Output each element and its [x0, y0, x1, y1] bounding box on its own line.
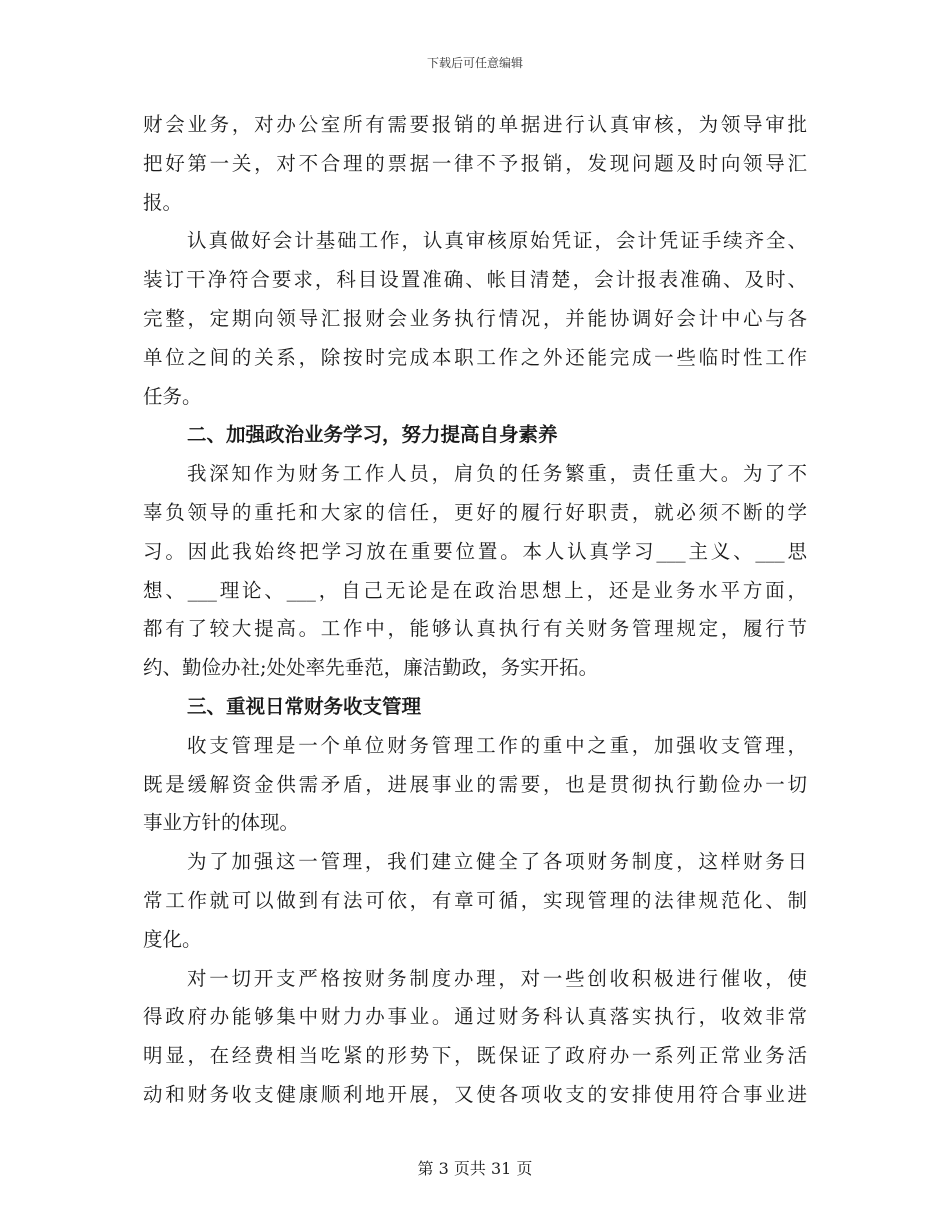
text-line: 任务。 [143, 384, 202, 408]
text-line: 我深知作为财务工作人员，肩负的任务繁重，责任重大。为了不 [187, 462, 807, 486]
text-line: 辜负领导的重托和大家的信任，更好的履行好职责，就必须不断的学 [143, 500, 807, 524]
text-line: 得政府办能够集中财力办事业。通过财务科认真落实执行，收效非常 [143, 1005, 807, 1029]
text-line: 单位之间的关系，除按时完成本职工作之外还能完成一些临时性工作 [143, 345, 807, 369]
document-body [143, 106, 807, 1115]
text-line: 明显，在经费相当吃紧的形势下，既保证了政府办一系列正常业务活 [143, 1044, 807, 1068]
text-line: 约、勤俭办社;处处率先垂范，廉洁勤政，务实开拓。 [143, 656, 599, 680]
text-line: 收支管理是一个单位财务管理工作的重中之重，加强收支管理， [187, 733, 807, 757]
text-line: 既是缓解资金供需矛盾，进展事业的需要，也是贯彻执行勤俭办一切 [143, 772, 807, 796]
text-line: 完整，定期向领导汇报财会业务执行情况，并能协调好会计中心与各 [143, 306, 807, 330]
text-line: 度化。 [143, 927, 202, 951]
section-heading: 三、重视日常财务收支管理 [187, 694, 422, 718]
text-line: 事业方针的体现。 [143, 811, 300, 835]
page-footer: 第 3 页共 31 页 [417, 1159, 533, 1178]
page-header: 下载后可任意编辑 [426, 56, 523, 70]
text-line: 想、___理论、___，自己无论是在政治思想上，还是业务水平方面， [143, 578, 807, 602]
text-line: 常工作就可以做到有法可依，有章可循，实现管理的法律规范化、制 [143, 888, 807, 912]
text-line: 财会业务，对办公室所有需要报销的单据进行认真审核，为领导审批 [143, 113, 807, 136]
text-line: 装订干净符合要求，科目设置准确、帐目清楚，会计报表准确、及时、 [143, 268, 807, 292]
text-line: 对一切开支严格按财务制度办理，对一些创收积极进行催收，使 [187, 966, 807, 990]
text-line: 习。因此我始终把学习放在重要位置。本人认真学习___主义、___思 [143, 539, 807, 563]
text-line: 报。 [143, 190, 183, 214]
text-line: 把好第一关，对不合理的票据一律不予报销，发现问题及时向领导汇 [143, 151, 807, 175]
text-line: 认真做好会计基础工作，认真审核原始凭证，会计凭证手续齐全、 [187, 229, 807, 253]
text-line: 都有了较大提高。工作中，能够认真执行有关财务管理规定，履行节 [143, 617, 807, 641]
section-heading: 二、加强政治业务学习，努力提高自身素养 [187, 423, 558, 447]
text-line: 为了加强这一管理，我们建立健全了各项财务制度，这样财务日 [187, 850, 807, 874]
text-line: 动和财务收支健康顺利地开展，又使各项收支的安排使用符合事业进 [143, 1082, 807, 1106]
